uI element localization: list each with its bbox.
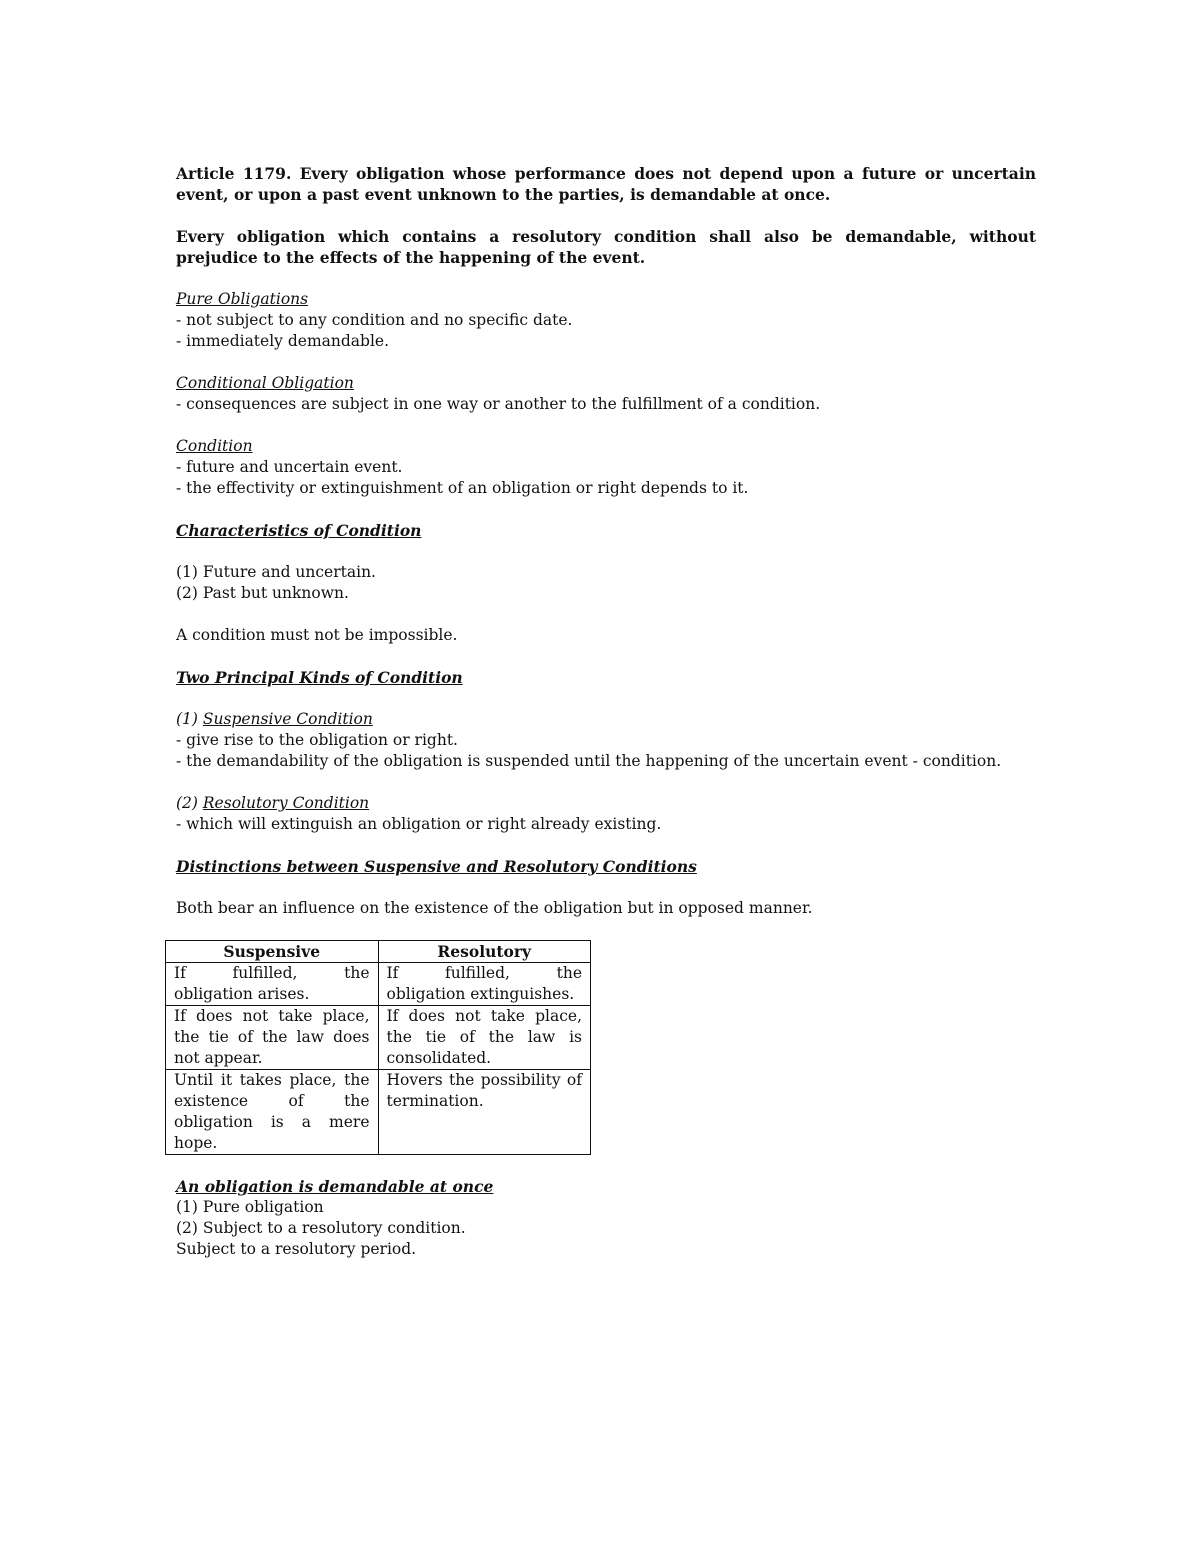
- distinctions-heading: Distinctions between Suspensive and Resolutory Conditions: [176, 857, 697, 876]
- pure-line-2: - immediately demandable.: [176, 332, 390, 350]
- characteristics-item-1: (1) Future and uncertain.: [176, 563, 376, 581]
- pure-line-1: - not subject to any condition and no specific date.: [176, 311, 573, 329]
- table-cell: If does not take place, the tie of the law does not appear.: [166, 1006, 379, 1070]
- conditional-line-1: - consequences are subject in one way or another to the fulfillment of a condition.: [176, 395, 821, 413]
- condition-line-1: - future and uncertain event.: [176, 458, 403, 476]
- resolutory-number: (2): [176, 794, 203, 812]
- document-content: [176, 163, 1036, 1260]
- demandable-line-3: Subject to a resolutory period.: [176, 1240, 417, 1258]
- table-cell: If fulfilled, the obligation arises.: [166, 963, 379, 1006]
- suspensive-line-2: - the demandability of the obligation is suspended until the happening of the uncertain event - condition.: [176, 752, 1002, 770]
- distinctions-intro: Both bear an influence on the existence of the obligation but in opposed manner.: [176, 899, 813, 917]
- condition-line-2: - the effectivity or extinguishment of an obligation or right depends to it.: [176, 479, 749, 497]
- demandable-line-1: (1) Pure obligation: [176, 1198, 324, 1216]
- resolutory-line-1: - which will extinguish an obligation or right already existing.: [176, 815, 662, 833]
- table-cell: If does not take place, the tie of the law is consolidated.: [378, 1006, 591, 1070]
- article-paragraph-2: Every obligation which contains a resolutory condition shall also be demandable, without prejudice to the effects of the happening of the event.: [176, 227, 1036, 267]
- suspensive-line-1: - give rise to the obligation or right.: [176, 731, 458, 749]
- article-paragraph-1: Article 1179. Every obligation whose performance does not depend upon a future or uncertain event, or upon a past event unknown to the parties, is demandable at once.: [176, 164, 1036, 204]
- resolutory-title-text: Resolutory Condition: [202, 794, 370, 812]
- resolutory-title: [176, 793, 1036, 814]
- kinds-heading: Two Principal Kinds of Condition: [176, 668, 463, 687]
- table-row: [166, 1070, 591, 1155]
- characteristics-heading: Characteristics of Condition: [176, 521, 422, 540]
- conditional-obligation-heading: Conditional Obligation: [176, 374, 354, 392]
- table-cell: Until it takes place, the existence of the obligation is a mere hope.: [166, 1070, 379, 1155]
- characteristics-item-2: (2) Past but unknown.: [176, 584, 349, 602]
- table-row: [166, 1006, 591, 1070]
- distinctions-table: [165, 940, 591, 1155]
- condition-heading: Condition: [176, 437, 253, 455]
- table-row: [166, 963, 591, 1006]
- demandable-line-2: (2) Subject to a resolutory condition.: [176, 1219, 466, 1237]
- suspensive-number: (1): [176, 710, 203, 728]
- table-header-row: [166, 941, 591, 963]
- table-cell: If fulfilled, the obligation extinguishes.: [378, 963, 591, 1006]
- characteristics-note: A condition must not be impossible.: [176, 626, 458, 644]
- table-header-resolutory: Resolutory: [378, 941, 591, 963]
- demandable-heading: An obligation is demandable at once: [176, 1177, 494, 1196]
- pure-obligations-heading: Pure Obligations: [176, 290, 309, 308]
- suspensive-title-text: Suspensive Condition: [202, 710, 373, 728]
- table-cell: Hovers the possibility of termination.: [378, 1070, 591, 1155]
- suspensive-title: [176, 709, 1036, 730]
- table-header-suspensive: Suspensive: [166, 941, 379, 963]
